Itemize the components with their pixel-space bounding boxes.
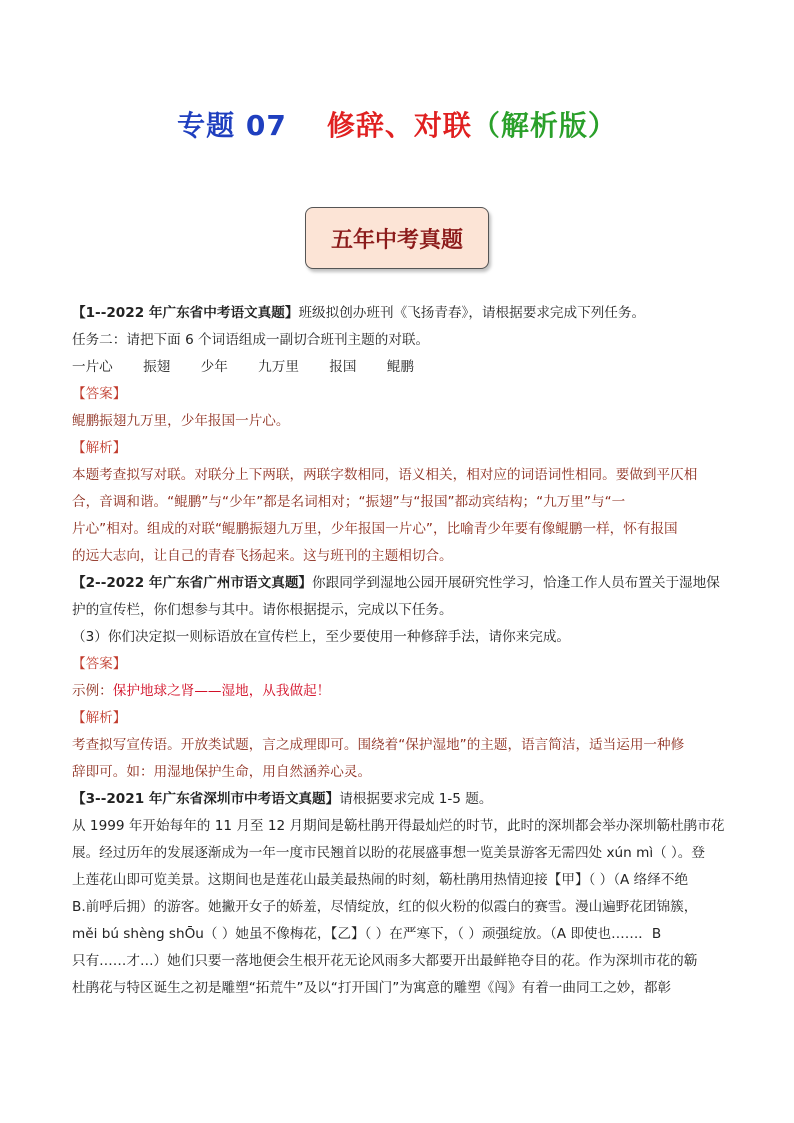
word-item: 少年 <box>200 359 228 375</box>
question-2-intro: 你跟同学到湿地公园开展研究性学习，恰逢工作人员布置关于湿地保 <box>312 575 720 591</box>
question-1-task: 任务二：请把下面 6 个词语组成一副切合班刊主题的对联。 <box>72 332 430 348</box>
passage-line: 从 1999 年开始每年的 11 月至 12 月期间是簕杜鹃开得最灿烂的时节，此时的深圳都会举办深圳簕杜鹃市花 <box>72 818 724 834</box>
word-item: 一片心 <box>72 359 113 375</box>
document-body <box>72 300 724 1002</box>
passage-line: 上莲花山即可览美景。这期间也是莲花山最美最热闹的时刻，簕杜鹃用热情迎接【甲】（ ）（A 络绎不绝 <box>72 872 689 888</box>
answer-prefix: 示例： <box>72 683 113 699</box>
title-edition: （解析版） <box>471 109 617 142</box>
word-item: 报国 <box>329 359 357 375</box>
question-1-analysis-label: 【解析】 <box>72 440 127 456</box>
question-1-source: 【1--2022 年广东省中考语文真题】 <box>72 305 299 321</box>
section-label-box <box>305 207 489 269</box>
question-1-intro: 班级拟创办班刊《飞扬青春》，请根据要求完成下列任务。 <box>298 305 646 321</box>
question-1-answer-label: 【答案】 <box>72 386 127 402</box>
question-1-word-list <box>72 354 724 381</box>
question-1-analysis-line: 合，音调和谐。“鲲鹏”与“少年”都是名词相对；“振翅”与“报国”都动宾结构；“九万里”与“一 <box>72 494 626 510</box>
question-2-heading <box>72 570 724 597</box>
question-1-heading <box>72 300 724 327</box>
question-2-analysis-line: 辞即可。如：用湿地保护生命，用自然涵养心灵。 <box>72 764 372 780</box>
title-topic-name: 修辞、对联 <box>326 109 472 142</box>
question-2-answer <box>72 678 724 705</box>
question-1-analysis-line: 片心”相对。组成的对联“鲲鹏振翅九万里，少年报国一片心”，比喻青少年要有像鲲鹏一样，怀有报国 <box>72 521 678 537</box>
question-2-analysis-line: 考查拟写宣传语。开放类试题，言之成理即可。围绕着“保护湿地”的主题，语言简洁，适当运用一种修 <box>72 737 685 753</box>
word-item: 振翅 <box>143 359 171 375</box>
question-2-answer-label: 【答案】 <box>72 656 127 672</box>
passage-line: 展。经过历年的发展逐渐成为一年一度市民翘首以盼的花展盛事想一览美景游客无需四处 xún mì（ ）。登 <box>72 845 705 861</box>
passage-line: měi bú shèng shŌu（ ）她虽不像梅花，【乙】（ ）在严寒下，（ ）顽强绽放。（A 即使也……．B <box>72 926 662 942</box>
question-2-analysis-label: 【解析】 <box>72 710 127 726</box>
document-title <box>0 104 794 144</box>
title-topic-number: 专题 07 <box>177 109 287 142</box>
word-item: 九万里 <box>258 359 299 375</box>
question-2-source: 【2--2022 年广东省广州市语文真题】 <box>72 575 313 591</box>
question-2-task: （3）你们决定拟一则标语放在宣传栏上，至少要使用一种修辞手法，请你来完成。 <box>72 629 571 645</box>
question-1-answer: 鲲鹏振翅九万里，少年报国一片心。 <box>72 413 290 429</box>
question-3-intro: 请根据要求完成 1-5 题。 <box>339 791 493 807</box>
question-3-heading <box>72 786 724 813</box>
passage-line: 只有……才…）她们只要一落地便会生根开花无论风雨多大都要开出最鲜艳夺目的花。作为深圳市花的簕 <box>72 953 698 969</box>
passage-line: 杜鹃花与特区诞生之初是雕塑“拓荒牛”及以“打开国门”为寓意的雕塑《闯》有着一曲同工之妙，都彰 <box>72 980 672 996</box>
question-1-analysis-line: 的远大志向，让自己的青春飞扬起来。这与班刊的主题相切合。 <box>72 548 453 564</box>
word-item: 鲲鹏 <box>386 359 414 375</box>
answer-slogan: 保护地球之肾——湿地，从我做起！ <box>112 683 331 699</box>
question-1-analysis-line: 本题考查拟写对联。对联分上下两联，两联字数相同，语义相关，相对应的词语词性相同。要做到平仄相 <box>72 467 698 483</box>
section-label: 五年中考真题 <box>330 226 463 253</box>
passage-line: B.前呼后拥）的游客。她撇开女子的娇羞，尽情绽放，红的似火粉的似霞白的赛雪。漫山遍野花团锦簇， <box>72 899 698 915</box>
question-3-source: 【3--2021 年广东省深圳市中考语文真题】 <box>72 791 340 807</box>
question-2-intro-cont: 护的宣传栏，你们想参与其中。请你根据提示，完成以下任务。 <box>72 602 453 618</box>
